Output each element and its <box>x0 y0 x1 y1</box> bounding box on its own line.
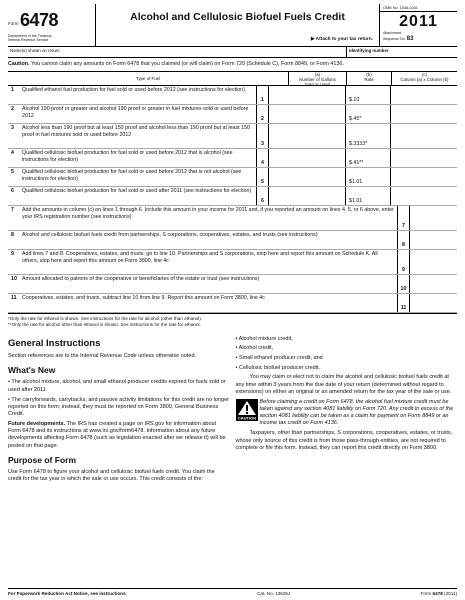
sequence-label: Sequence No. <box>383 37 406 42</box>
gallons-input[interactable] <box>268 86 346 104</box>
table-row <box>8 275 457 294</box>
footer-form-number: 6478 <box>432 590 443 596</box>
name-row <box>8 47 457 58</box>
row-number: 8 <box>11 232 14 239</box>
caution-note <box>8 58 457 72</box>
paperwork-notice: For Paperwork Reduction Act Notice, see instructions. <box>8 590 127 596</box>
table-row <box>8 105 457 124</box>
row-number: 4 <box>11 150 14 157</box>
instructions-right-column <box>236 336 458 486</box>
footer-form-id <box>421 591 457 596</box>
row-description: Add lines 7 and 8. Cooperatives, estates, and trusts, go to line 10. Partnerships and S corporations, stop here and report this amount on Schedule K. All others, stop here and report this amount on Form 3800, line 4c <box>22 251 378 264</box>
col-b-letter: (b) <box>366 72 372 78</box>
row-number: 1 <box>11 87 14 94</box>
catalog-number: Cat. No. 13625J <box>257 590 291 596</box>
taxpayers-text: Taxpayers, other than partnerships, S corporations, cooperatives, estates, or trusts, whose only source of this credit is from those pass-through entities, are not required to complete or file this form. Instead, they can report this credit directly on Form 3800. <box>235 430 453 451</box>
row-number: 5 <box>11 169 14 176</box>
attach-instruction: ▶ Attach to your tax return. <box>310 37 373 43</box>
line-number: 11 <box>397 294 409 312</box>
list-item: • Small ethanol producer credit, and <box>236 355 458 362</box>
form-footer <box>8 588 457 596</box>
amount-input[interactable] <box>391 124 457 148</box>
amount-input[interactable] <box>391 187 457 205</box>
sequence-number: 83 <box>406 36 414 43</box>
row-description: Cooperatives, estates, and trusts, subtract line 10 from line 9. Report this amount on Form 3800, line 4c <box>22 295 265 302</box>
col-a-line-1: Number of Gallons <box>299 77 336 83</box>
department-line-2: Internal Revenue Service <box>8 38 49 43</box>
rate-value: $.41** <box>346 149 391 167</box>
purpose-text: Use Form 6478 to figure your alcohol and cellulosic biofuel fuels credit. You claim the credit for the tax year in which the sale or use occurs. This credit consists of the: <box>8 468 215 482</box>
row-description: Alcohol less than 190 proof but at least 150 proof and alcohol less than 190 proof but at least 150 proof in fuel mixtures sold or used before 2012 <box>22 125 250 138</box>
amount-input[interactable] <box>409 275 457 293</box>
amount-input[interactable] <box>409 206 457 230</box>
amount-input[interactable] <box>391 149 457 167</box>
col-a-header <box>288 72 346 88</box>
whats-new-item-1: • The alcohol mixture, alcohol, and small ethanol producer credits expired for fuels sold or used after 2011. <box>8 379 226 393</box>
list-item: • Alcohol mixture credit, <box>236 336 458 343</box>
form-title: Alcohol and Cellulosic Biofuel Fuels Credit <box>130 11 345 23</box>
rate-value: $.3333* <box>346 124 391 148</box>
row-number: 11 <box>11 295 17 302</box>
list-item: • Alcohol credit, <box>236 345 458 352</box>
amount-input[interactable] <box>391 105 457 123</box>
table-header <box>8 72 457 86</box>
form-header <box>8 4 457 47</box>
name-label: Name(s) shown on return <box>10 48 60 53</box>
row-description: Alcohol and cellulosic biofuel fuels credit from partnerships, S corporations, cooperatives, estates, and trusts (see instructions) <box>22 232 318 239</box>
caution-icon <box>236 399 260 428</box>
department-line-1: Department of the Treasury <box>8 34 52 38</box>
caution-text: You cannot claim any amounts on Form 6478 that you claimed (or will claim) on Form 720 (Schedule C), Form 8849, or Form 4136. <box>30 61 344 67</box>
row-description: Alcohol 190 proof or greater and alcohol 190 proof or greater in fuel mixtures sold or used before 2012 <box>22 106 249 119</box>
col-c-label: Column (a) x Column (b) <box>400 77 449 83</box>
footer-year: (2011) <box>442 590 457 596</box>
gallons-input[interactable] <box>268 168 346 186</box>
caution-word: CAUTION <box>237 415 256 421</box>
line-number: 2 <box>256 105 268 123</box>
rate-value: $1.01 <box>346 168 391 186</box>
col-b-header <box>346 72 391 85</box>
general-instructions-text: Section references are to the Internal Revenue Code unless otherwise noted. <box>8 353 197 360</box>
list-item: • Cellulosic biofuel producer credit. <box>236 365 458 372</box>
whats-new-item-2: • The carryforwards, carrybacks, and passive activity limitations for this credit are no longer reported on this form; instead, they must be reported on Form 3800, General Business Credit. <box>8 396 229 417</box>
col-b-label: Rate <box>364 77 374 83</box>
gallons-input[interactable] <box>268 124 346 148</box>
rate-value: $1.01 <box>346 187 391 205</box>
line-number: 9 <box>397 250 409 274</box>
omb-number: OMB No. 1545-0231 <box>380 4 457 12</box>
row-description: Qualified cellulosic biofuel production for fuel sold or used before 2012 that is alcohol (see instructions for election) <box>22 150 233 163</box>
row-description: Amount allocated to patrons of the cooperative or beneficiaries of the estate or trust (see instructions) <box>22 276 260 283</box>
warning-triangle-icon <box>236 399 258 421</box>
table-row <box>8 149 457 168</box>
fuel-table <box>8 72 457 327</box>
table-row <box>8 187 457 206</box>
gallons-input[interactable] <box>268 187 346 205</box>
table-row <box>8 168 457 187</box>
line-number: 6 <box>256 187 268 205</box>
gallons-input[interactable] <box>268 149 346 167</box>
omb-box <box>379 4 457 46</box>
caution-label: Caution. <box>8 61 30 67</box>
col-a-line-2: Sold or Used <box>304 82 331 88</box>
name-field[interactable] <box>8 47 347 57</box>
row-description: Qualified cellulosic biofuel production for fuel sold or used before 2012 that is not alcohol (see instructions for election) <box>22 169 242 182</box>
row-number: 9 <box>11 251 14 258</box>
amount-input[interactable] <box>409 250 457 274</box>
table-row <box>8 294 457 313</box>
future-text: The IRS has created a page on IRS.gov for information about Form 6478 and its instructions at www.irs.gov/form6478. Information about any future developments affecting Form 6478 (such as legislation enacted after we release it) will be posted on that page. <box>8 421 226 449</box>
amount-input[interactable] <box>409 231 457 249</box>
row-description: Qualified cellulosic biofuel production for fuel sold or used after 2011 (see instructions for election) <box>22 188 252 195</box>
col-type-header: Type of Fuel <box>135 76 161 82</box>
table-row <box>8 231 457 250</box>
caution-block-text: Before claiming a credit on Form 6478, the alcohol fuel mixture credit must be taken against any section 4081 liability on Form 720. Any credit in excess of the section 4081 liability can be taken as a claim for payment on Form 8849 or an income tax credit on Form 4136. <box>259 398 454 427</box>
tax-year: 2011 <box>399 13 438 31</box>
col-c-letter: (c) <box>421 72 428 78</box>
instructions-left-column <box>8 336 230 486</box>
form-id-box <box>8 4 96 46</box>
footer-form-word: Form <box>420 590 433 596</box>
caution-block <box>236 399 458 428</box>
rate-note-2: **Only the rate for alcohol other than ethanol is shown. See instructions for the rate for ethanol. <box>8 322 201 328</box>
rate-value: $.10 <box>346 86 391 104</box>
table-row <box>8 86 457 105</box>
amount-input[interactable] <box>391 168 457 186</box>
gallons-input[interactable] <box>268 105 346 123</box>
row-number: 7 <box>11 207 14 214</box>
line-number: 4 <box>256 149 268 167</box>
purpose-heading: Purpose of Form <box>8 454 77 465</box>
amount-input[interactable] <box>409 294 457 312</box>
future-label: Future developments. <box>8 421 66 428</box>
line-number: 1 <box>256 86 268 104</box>
line-number: 8 <box>397 231 409 249</box>
col-a-letter: (a) <box>314 72 321 78</box>
line-number: 7 <box>397 206 409 230</box>
table-row <box>8 124 457 149</box>
whats-new-heading: What's New <box>8 365 56 376</box>
future-developments <box>8 421 230 450</box>
form-title-box <box>96 4 379 46</box>
row-number: 10 <box>11 276 17 283</box>
col-c-header <box>391 72 457 85</box>
line-number: 10 <box>397 275 409 293</box>
attachment-label: Attachment <box>383 31 402 36</box>
general-instructions-heading: General Instructions <box>8 337 101 349</box>
row-description: Qualified ethanol fuel production for fuel sold or used before 2012 (see instructions for election) <box>22 87 245 94</box>
department <box>8 34 52 42</box>
form-number: 6478 <box>20 10 59 30</box>
form-word: Form <box>8 21 19 26</box>
rate-notes <box>8 313 457 327</box>
table-row <box>8 250 457 275</box>
amount-input[interactable] <box>391 86 457 104</box>
attachment-sequence <box>380 32 457 43</box>
row-description: Add the amounts in column (c) on lines 1 through 6. Include this amount in your income for 2011 and, if you reported an amount on lines 4, 5, or 6 above, enter your IRS registration number (see instructions) <box>22 207 394 220</box>
line-number: 3 <box>256 124 268 148</box>
rate-value: $.45* <box>346 105 391 123</box>
row-number: 2 <box>11 106 14 113</box>
credit-list <box>236 336 458 372</box>
identifying-number-field[interactable] <box>347 47 457 57</box>
line-number: 5 <box>256 168 268 186</box>
table-row <box>8 206 457 231</box>
row-number: 6 <box>11 188 14 195</box>
claim-text: You may claim or elect not to claim the alcohol and cellulosic biofuel fuels credit at any time within 3 years from the due date of your return (determined without regard to extensions) on either an original or an amended return for the tax year of the sale or use. <box>235 374 452 395</box>
instructions <box>8 336 457 486</box>
id-label: Identifying number <box>349 48 389 53</box>
rate-note-1: *Only the rate for ethanol is shown. See instructions for the rate for alcohol (other than ethanol). <box>8 316 203 322</box>
row-number: 3 <box>11 125 14 132</box>
